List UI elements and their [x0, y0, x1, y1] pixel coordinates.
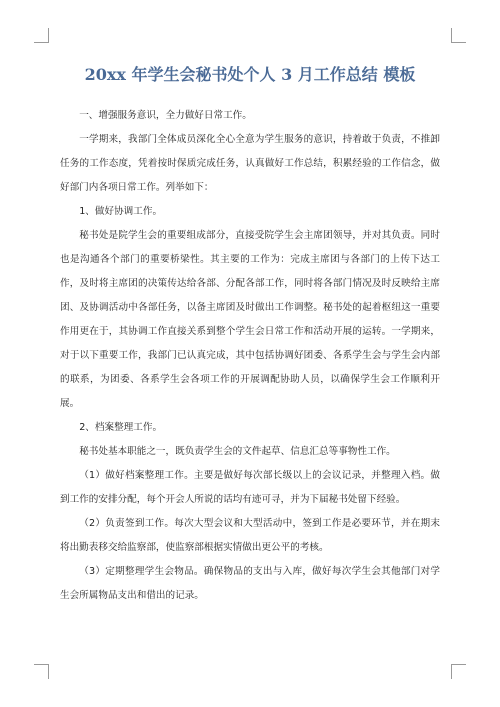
document-page: [60, 64, 440, 608]
document-title: 20xx 年学生会秘书处个人 3 月工作总结 模板: [84, 65, 416, 84]
crop-mark-top-right: [451, 28, 466, 43]
paragraph-archives-item-1: （1）做好档案整理工作。主要是做好每次部长级以上的会议记录，并整理入档。做到工作的安排分配，每个开会人所说的话均有迹可寻，并为下届秘书处留下经验。: [60, 470, 440, 505]
paragraph-archives-item-3: （3）定期整理学生会物品。确保物品的支出与入库，做好每次学生会其他部门对学生会所属物品支出和借出的记录。: [60, 566, 440, 601]
subheading-coordination: 1、做好协调工作。: [79, 206, 163, 217]
paragraph-intro: 一学期来，我部门全体成员深化全心全意为学生服务的意识，持着敢于负责，不推卸任务的工作态度，凭着按时保质完成任务，认真做好工作总结，积累经验的工作信念，做好部门内各项日常工作。列举如下：: [60, 134, 440, 193]
subheading-archives: 2、档案整理工作。: [79, 422, 163, 433]
crop-mark-top-left: [34, 28, 49, 43]
paragraph-archives-item-2: （2）负责签到工作。每次大型会议和大型活动中，签到工作是必要环节，并在期末将出勤表移交给监察部，使监察部根据实情做出更公平的考核。: [60, 518, 440, 553]
paragraph-coordination: 秘书处是院学生会的重要组成部分，直接受院学生会主席团领导，并对其负责。同时也是沟通各个部门的重要桥梁性。其主要的工作为：完成主席团与各部门的上传下达工作，及时将主席团的决策传达给各部、分配各部工作，同时将各部门情况及时反映给主席团、及协调活动中各部任务，以备主席团及时做出工作调整。秘书处的起着枢纽这一重要作用更在于，其协调工作直接关系到整个学生会日常工作和活动开展的运转。一学期来，对于以下重要工作，我部门已认真完成，其中包括协调好团委、各系学生会与学生会内部的联系，为团委、各系学生会各项工作的开展调配协助人员，以确保学生会工作顺利开展。: [60, 230, 440, 409]
crop-mark-bottom-right: [451, 664, 466, 679]
crop-mark-bottom-left: [34, 664, 49, 679]
section-heading-service: 一、增强服务意识，全力做好日常工作。: [79, 110, 252, 121]
paragraph-archives-intro: 秘书处基本职能之一，既负责学生会的文件起草、信息汇总等事物性工作。: [79, 446, 396, 457]
